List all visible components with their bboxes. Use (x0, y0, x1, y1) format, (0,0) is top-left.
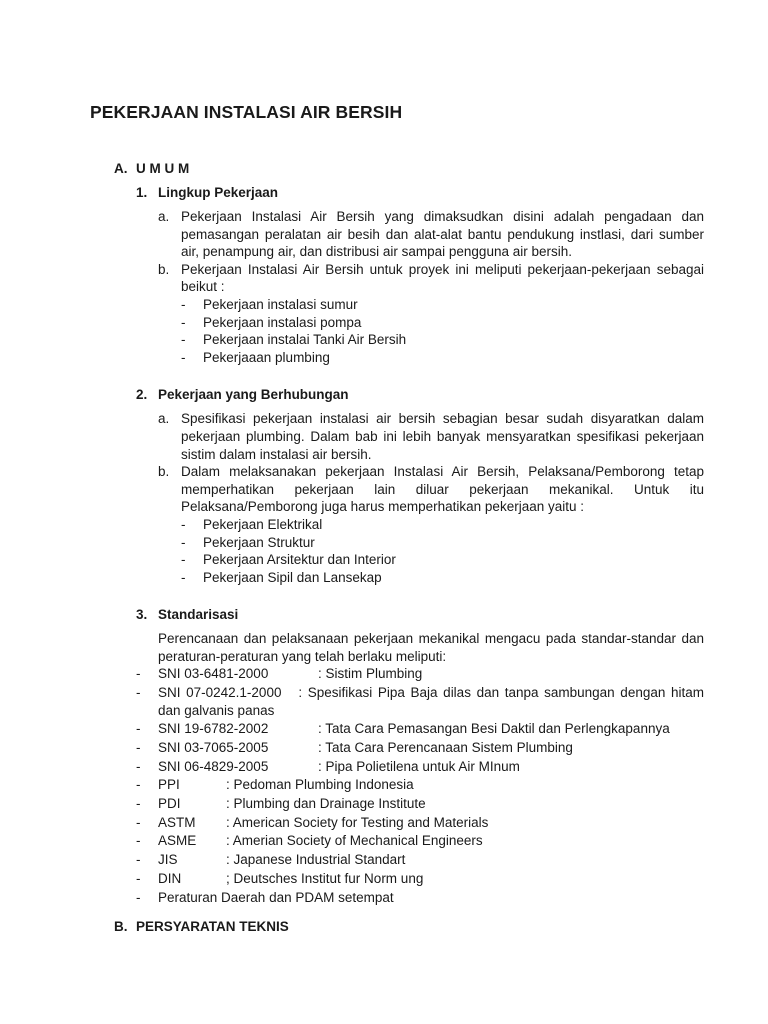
section-title: U M U M (136, 161, 190, 176)
item-letter: b. (158, 261, 170, 277)
dash-item: - Pekerjaan instalasi sumur (181, 296, 358, 312)
standard-desc: : American Society for Testing and Materials (226, 814, 489, 830)
section-b-heading (114, 918, 704, 936)
dash-item: - Pekerjaaan plumbing (181, 349, 330, 365)
section-b (114, 918, 704, 936)
standard-desc: : Pedoman Plumbing Indonesia (226, 777, 414, 793)
standard-item: - PDI : Plumbing dan Drainage Institute (136, 795, 704, 814)
section-a (114, 160, 704, 907)
item-letter: b. (158, 464, 170, 480)
list-item (158, 261, 704, 367)
dash-item: - Pekerjaan Struktur (181, 534, 315, 550)
standard-code: PPI (158, 777, 180, 793)
standard-desc: : Spesifikasi Pipa Baja dilas dan tanpa sambungan dengan hitam dan galvanis panas (158, 685, 704, 719)
standard-code: ASME (158, 833, 197, 849)
item-text: Pekerjaan Instalasi Air Bersih yang dimaksudkan disini adalah pengadaan dan pemasangan peralatan air besih dan alat-alat bantu pendukung instlasi, dari sumber air, penampung air, dan distribusi air sampai pengguna air bersih. (181, 209, 704, 260)
subsection-number: 1. (136, 185, 148, 200)
document-title: PEKERJAAN INSTALASI AIR BERSIH (90, 102, 403, 122)
dash-item: - Pekerjaan Sipil dan Lansekap (181, 569, 382, 585)
dash-item: - Pekerjaan instalasi pompa (181, 314, 362, 330)
standards-list (136, 665, 704, 907)
standard-desc: : Plumbing dan Drainage Institute (226, 795, 426, 811)
standard-item: - PPI : Pedoman Plumbing Indonesia (136, 776, 704, 795)
list-item (158, 463, 704, 586)
item-text: Pekerjaan Instalasi Air Bersih untuk proyek ini meliputi pekerjaan-pekerjaan sebagai beikut : (181, 261, 704, 295)
standard-code: DIN (158, 870, 182, 886)
standard-code: PDI (158, 795, 181, 811)
standards-intro: Perencanaan dan pelaksanaan pekerjaan mekanikal mengacu pada standar-standar dan peraturan-peraturan yang telah berlaku meliputi: (158, 631, 704, 664)
item-letter: a. (158, 411, 170, 427)
standard-desc: : Amerian Society of Mechanical Engineers (226, 833, 483, 849)
section-title: PERSYARATAN TEKNIS (136, 919, 289, 934)
standard-item: - SNI 06-4829-2005 : Pipa Polietilena untuk Air MInum (136, 758, 704, 777)
dash-item: - Pekerjaan instalai Tanki Air Bersih (181, 332, 407, 348)
list-item (158, 410, 704, 463)
standard-code: SNI 03-7065-2005 (158, 739, 269, 755)
standard-item: - DIN ; Deutsches Institut fur Norm ung (136, 870, 704, 889)
standard-code: SNI 19-6782-2002 (158, 721, 269, 737)
standard-code: ASTM (158, 814, 196, 830)
standard-item: - SNI 07-0242.1-2000 : Spesifikasi Pipa Baja dilas dan tanpa sambungan dengan hitam dan galvanis panas (136, 685, 704, 719)
standard-desc: : Tata Cara Perencanaan Sistem Plumbing (318, 739, 573, 755)
standard-desc: : Pipa Polietilena untuk Air MInum (318, 758, 520, 774)
section-letter: A. (114, 161, 128, 176)
subsection-pekerjaan-berhubungan (136, 386, 704, 586)
standard-desc: : Japanese Industrial Standart (226, 852, 406, 868)
section-letter: B. (114, 919, 128, 934)
subsection-number: 2. (136, 387, 148, 403)
dash-item: - Pekerjaan Arsitektur dan Interior (181, 552, 396, 568)
standard-item: - Peraturan Daerah dan PDAM setempat (136, 889, 704, 908)
standard-item: - SNI 03-6481-2000 : Sistim Plumbing (136, 665, 704, 684)
standard-item: - ASME : Amerian Society of Mechanical Engineers (136, 832, 704, 851)
subsection-title: Standarisasi (158, 607, 239, 623)
standard-code: JIS (158, 852, 178, 868)
item-text: Dalam melaksanakan pekerjaan Instalasi Air Bersih, Pelaksana/Pemborong tetap memperhatikan pekerjaan lain diluar pekerjaan mekanikal. Untuk itu Pelaksana/Pemborong juga harus memperhatikan pekerjaan yaitu : (181, 464, 704, 515)
subsection-title: Pekerjaan yang Berhubungan (158, 387, 349, 403)
subsection-lingkup-pekerjaan (136, 184, 704, 366)
standard-desc: : Sistim Plumbing (318, 666, 423, 682)
standard-code: SNI 07-0242.1-2000 (158, 685, 282, 701)
subsection-number: 3. (136, 607, 148, 623)
standard-item: - SNI 03-7065-2005 : Tata Cara Perencanaan Sistem Plumbing (136, 739, 704, 758)
standard-desc: Peraturan Daerah dan PDAM setempat (158, 889, 394, 905)
list-item (158, 208, 704, 261)
item-text: Spesifikasi pekerjaan instalasi air bersih sebagian besar sudah disyaratkan dalam pekerjaan plumbing. Dalam bab ini lebih banyak mensyaratkan spesifikasi pekerjaan sistim dalam instalasi air bersih. (181, 411, 704, 462)
dash-item: - Pekerjaan Elektrikal (181, 516, 323, 532)
standard-code: SNI 03-6481-2000 (158, 666, 269, 682)
standard-item: - JIS : Japanese Industrial Standart (136, 851, 704, 870)
standard-item: - SNI 19-6782-2002 : Tata Cara Pemasangan Besi Daktil dan Perlengkapannya (136, 720, 704, 739)
item-letter: a. (158, 209, 170, 224)
standard-desc: ; Deutsches Institut fur Norm ung (226, 870, 424, 886)
subsection-standarisasi (136, 606, 704, 907)
subsection-title: Lingkup Pekerjaan (158, 185, 279, 200)
standard-item: - ASTM : American Society for Testing and Materials (136, 814, 704, 833)
standard-code: SNI 06-4829-2005 (158, 758, 269, 774)
standard-desc: : Tata Cara Pemasangan Besi Daktil dan Perlengkapannya (318, 721, 670, 737)
section-a-heading (114, 160, 704, 178)
